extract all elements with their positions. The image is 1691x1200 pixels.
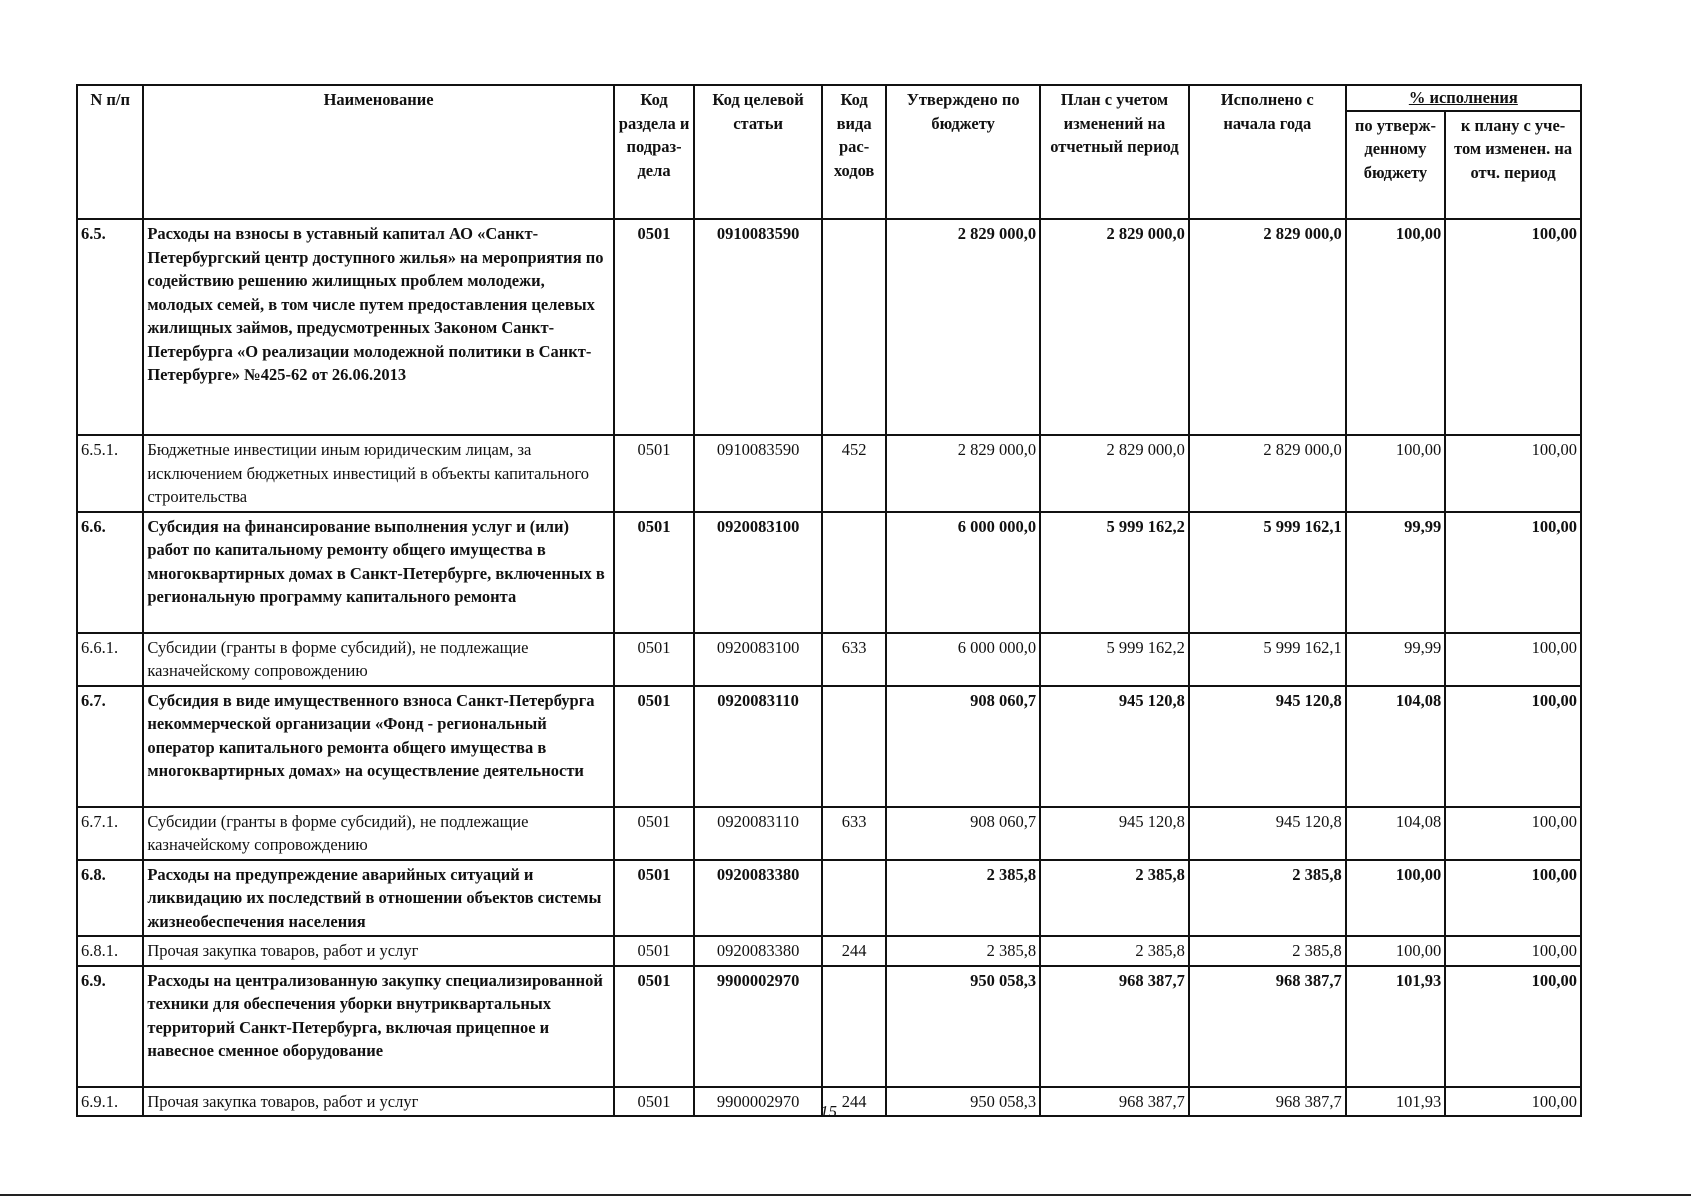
- cell-utverzhdeno: 2 829 000,0: [886, 435, 1040, 512]
- cell-name: Расходы на предупреждение аварийных ситуаций и ликвидацию их последствий в отношении объектов системы жизнеобеспечения населения: [143, 860, 614, 937]
- cell-celevaya: 0920083380: [694, 860, 822, 937]
- cell-num: 6.5.1.: [77, 435, 143, 512]
- header-pct-budget: по утверж- денному бюджету: [1346, 111, 1446, 220]
- page-number: 15: [820, 1102, 837, 1121]
- cell-pct-budget: 104,08: [1346, 686, 1446, 807]
- cell-pct-budget: 101,93: [1346, 966, 1446, 1087]
- cell-celevaya: 0920083100: [694, 512, 822, 633]
- cell-num: 6.6.: [77, 512, 143, 633]
- cell-celevaya: 0910083590: [694, 219, 822, 435]
- cell-razdel: 0501: [614, 936, 694, 966]
- cell-num: 6.9.: [77, 966, 143, 1087]
- cell-plan: 968 387,7: [1040, 966, 1189, 1087]
- header-utverzhdeno: Утверждено по бюджету: [886, 85, 1040, 219]
- cell-pct-budget: 104,08: [1346, 807, 1446, 860]
- cell-utverzhdeno: 950 058,3: [886, 1087, 1040, 1117]
- cell-utverzhdeno: 6 000 000,0: [886, 512, 1040, 633]
- table-row: [77, 512, 1581, 633]
- cell-celevaya: 0920083110: [694, 686, 822, 807]
- cell-name: Прочая закупка товаров, работ и услуг: [143, 936, 614, 966]
- cell-num: 6.8.1.: [77, 936, 143, 966]
- cell-pct-budget: 99,99: [1346, 512, 1446, 633]
- cell-utverzhdeno: 2 829 000,0: [886, 219, 1040, 435]
- cell-celevaya: 9900002970: [694, 1087, 822, 1117]
- cell-vid: [822, 966, 886, 1087]
- table-row: [77, 686, 1581, 807]
- header-ispolneno: Исполнено с начала года: [1189, 85, 1346, 219]
- cell-utverzhdeno: 2 385,8: [886, 860, 1040, 937]
- cell-vid: 244: [822, 1087, 886, 1117]
- cell-plan: 2 829 000,0: [1040, 435, 1189, 512]
- cell-razdel: 0501: [614, 807, 694, 860]
- cell-pct-budget: 100,00: [1346, 936, 1446, 966]
- cell-vid: 633: [822, 633, 886, 686]
- cell-vid: 244: [822, 936, 886, 966]
- cell-pct-plan: 100,00: [1445, 633, 1581, 686]
- table-row: [77, 633, 1581, 686]
- cell-razdel: 0501: [614, 219, 694, 435]
- bottom-divider: [0, 1194, 1691, 1196]
- cell-plan: 5 999 162,2: [1040, 633, 1189, 686]
- cell-ispolneno: 945 120,8: [1189, 807, 1346, 860]
- cell-pct-budget: 100,00: [1346, 435, 1446, 512]
- header-kod-razdela: Код раздела и подраз- дела: [614, 85, 694, 219]
- cell-vid: [822, 219, 886, 435]
- cell-ispolneno: 2 385,8: [1189, 936, 1346, 966]
- cell-name: Субсидии (гранты в форме субсидий), не подлежащие казначейскому сопровождению: [143, 633, 614, 686]
- cell-razdel: 0501: [614, 966, 694, 1087]
- budget-execution-table: [76, 84, 1582, 1117]
- cell-ispolneno: 5 999 162,1: [1189, 633, 1346, 686]
- cell-num: 6.7.: [77, 686, 143, 807]
- cell-celevaya: 0920083380: [694, 936, 822, 966]
- cell-plan: 2 385,8: [1040, 860, 1189, 937]
- cell-name: Субсидия в виде имущественного взноса Санкт-Петербурга некоммерческой организации «Фонд - региональный оператор капитального ремонта общего имущества в многоквартирных домах» на осуществление деятельности: [143, 686, 614, 807]
- cell-plan: 945 120,8: [1040, 807, 1189, 860]
- cell-pct-plan: 100,00: [1445, 966, 1581, 1087]
- cell-name: Бюджетные инвестиции иным юридическим лицам, за исключением бюджетных инвестиций в объекты капитального строительства: [143, 435, 614, 512]
- cell-razdel: 0501: [614, 512, 694, 633]
- cell-celevaya: 0910083590: [694, 435, 822, 512]
- header-kod-celevoy: Код целевой статьи: [694, 85, 822, 219]
- cell-razdel: 0501: [614, 686, 694, 807]
- cell-pct-plan: 100,00: [1445, 936, 1581, 966]
- table-row: [77, 860, 1581, 937]
- cell-name: Прочая закупка товаров, работ и услуг: [143, 1087, 614, 1117]
- cell-num: 6.7.1.: [77, 807, 143, 860]
- header-plan: План с учетом изменений на отчетный период: [1040, 85, 1189, 219]
- cell-plan: 968 387,7: [1040, 1087, 1189, 1117]
- table-row: [77, 807, 1581, 860]
- cell-plan: 945 120,8: [1040, 686, 1189, 807]
- cell-celevaya: 9900002970: [694, 966, 822, 1087]
- cell-ispolneno: 2 829 000,0: [1189, 435, 1346, 512]
- cell-utverzhdeno: 6 000 000,0: [886, 633, 1040, 686]
- cell-vid: [822, 686, 886, 807]
- header-pct-plan: к плану с уче- том изменен. на отч. период: [1445, 111, 1581, 220]
- cell-name: Расходы на централизованную закупку специализированной техники для обеспечения уборки внутриквартальных территорий Санкт-Петербурга, включая прицепное и навесное сменное оборудование: [143, 966, 614, 1087]
- cell-plan: 5 999 162,2: [1040, 512, 1189, 633]
- cell-ispolneno: 945 120,8: [1189, 686, 1346, 807]
- cell-utverzhdeno: 2 385,8: [886, 936, 1040, 966]
- table-row: [77, 435, 1581, 512]
- cell-utverzhdeno: 908 060,7: [886, 686, 1040, 807]
- cell-name: Субсидии (гранты в форме субсидий), не подлежащие казначейскому сопровождению: [143, 807, 614, 860]
- cell-num: 6.6.1.: [77, 633, 143, 686]
- table-row: [77, 966, 1581, 1087]
- header-name: Наименование: [143, 85, 614, 219]
- header-kod-vida: Код вида рас- ходов: [822, 85, 886, 219]
- cell-utverzhdeno: 908 060,7: [886, 807, 1040, 860]
- cell-celevaya: 0920083110: [694, 807, 822, 860]
- cell-razdel: 0501: [614, 860, 694, 937]
- cell-pct-budget: 101,93: [1346, 1087, 1446, 1117]
- header-pct-group: % исполнения: [1346, 85, 1581, 111]
- cell-pct-budget: 100,00: [1346, 860, 1446, 937]
- budget-table-wrapper: [76, 84, 1582, 1117]
- cell-pct-plan: 100,00: [1445, 435, 1581, 512]
- cell-pct-budget: 100,00: [1346, 219, 1446, 435]
- cell-num: 6.5.: [77, 219, 143, 435]
- table-row: [77, 936, 1581, 966]
- cell-ispolneno: 2 829 000,0: [1189, 219, 1346, 435]
- cell-pct-budget: 99,99: [1346, 633, 1446, 686]
- cell-name: Субсидия на финансирование выполнения услуг и (или) работ по капитальному ремонту общего имущества в многоквартирных домах в Санкт-Петербурге, включенных в региональную программу капитального ремонта: [143, 512, 614, 633]
- cell-vid: [822, 512, 886, 633]
- cell-num: 6.9.1.: [77, 1087, 143, 1117]
- cell-ispolneno: 2 385,8: [1189, 860, 1346, 937]
- cell-num: 6.8.: [77, 860, 143, 937]
- cell-plan: 2 385,8: [1040, 936, 1189, 966]
- cell-razdel: 0501: [614, 435, 694, 512]
- cell-plan: 2 829 000,0: [1040, 219, 1189, 435]
- cell-razdel: 0501: [614, 1087, 694, 1117]
- cell-ispolneno: 5 999 162,1: [1189, 512, 1346, 633]
- cell-ispolneno: 968 387,7: [1189, 966, 1346, 1087]
- cell-utverzhdeno: 950 058,3: [886, 966, 1040, 1087]
- cell-pct-plan: 100,00: [1445, 512, 1581, 633]
- cell-pct-plan: 100,00: [1445, 1087, 1581, 1117]
- cell-name: Расходы на взносы в уставный капитал АО «Санкт-Петербургский центр доступного жилья» на мероприятия по содействию решению жилищных проблем молодежи, молодых семей, в том числе путем предоставления целевых жилищных займов, предусмотренных Законом Санкт-Петербурга «О реализации молодежной политики в Санкт-Петербурге» №425-62 от 26.06.2013: [143, 219, 614, 435]
- cell-razdel: 0501: [614, 633, 694, 686]
- table-row: [77, 219, 1581, 435]
- cell-pct-plan: 100,00: [1445, 686, 1581, 807]
- cell-celevaya: 0920083100: [694, 633, 822, 686]
- cell-vid: [822, 860, 886, 937]
- cell-pct-plan: 100,00: [1445, 807, 1581, 860]
- cell-pct-plan: 100,00: [1445, 860, 1581, 937]
- header-row: [77, 85, 1581, 111]
- header-num: N п/п: [77, 85, 143, 219]
- cell-pct-plan: 100,00: [1445, 219, 1581, 435]
- cell-ispolneno: 968 387,7: [1189, 1087, 1346, 1117]
- cell-vid: 452: [822, 435, 886, 512]
- cell-vid: 633: [822, 807, 886, 860]
